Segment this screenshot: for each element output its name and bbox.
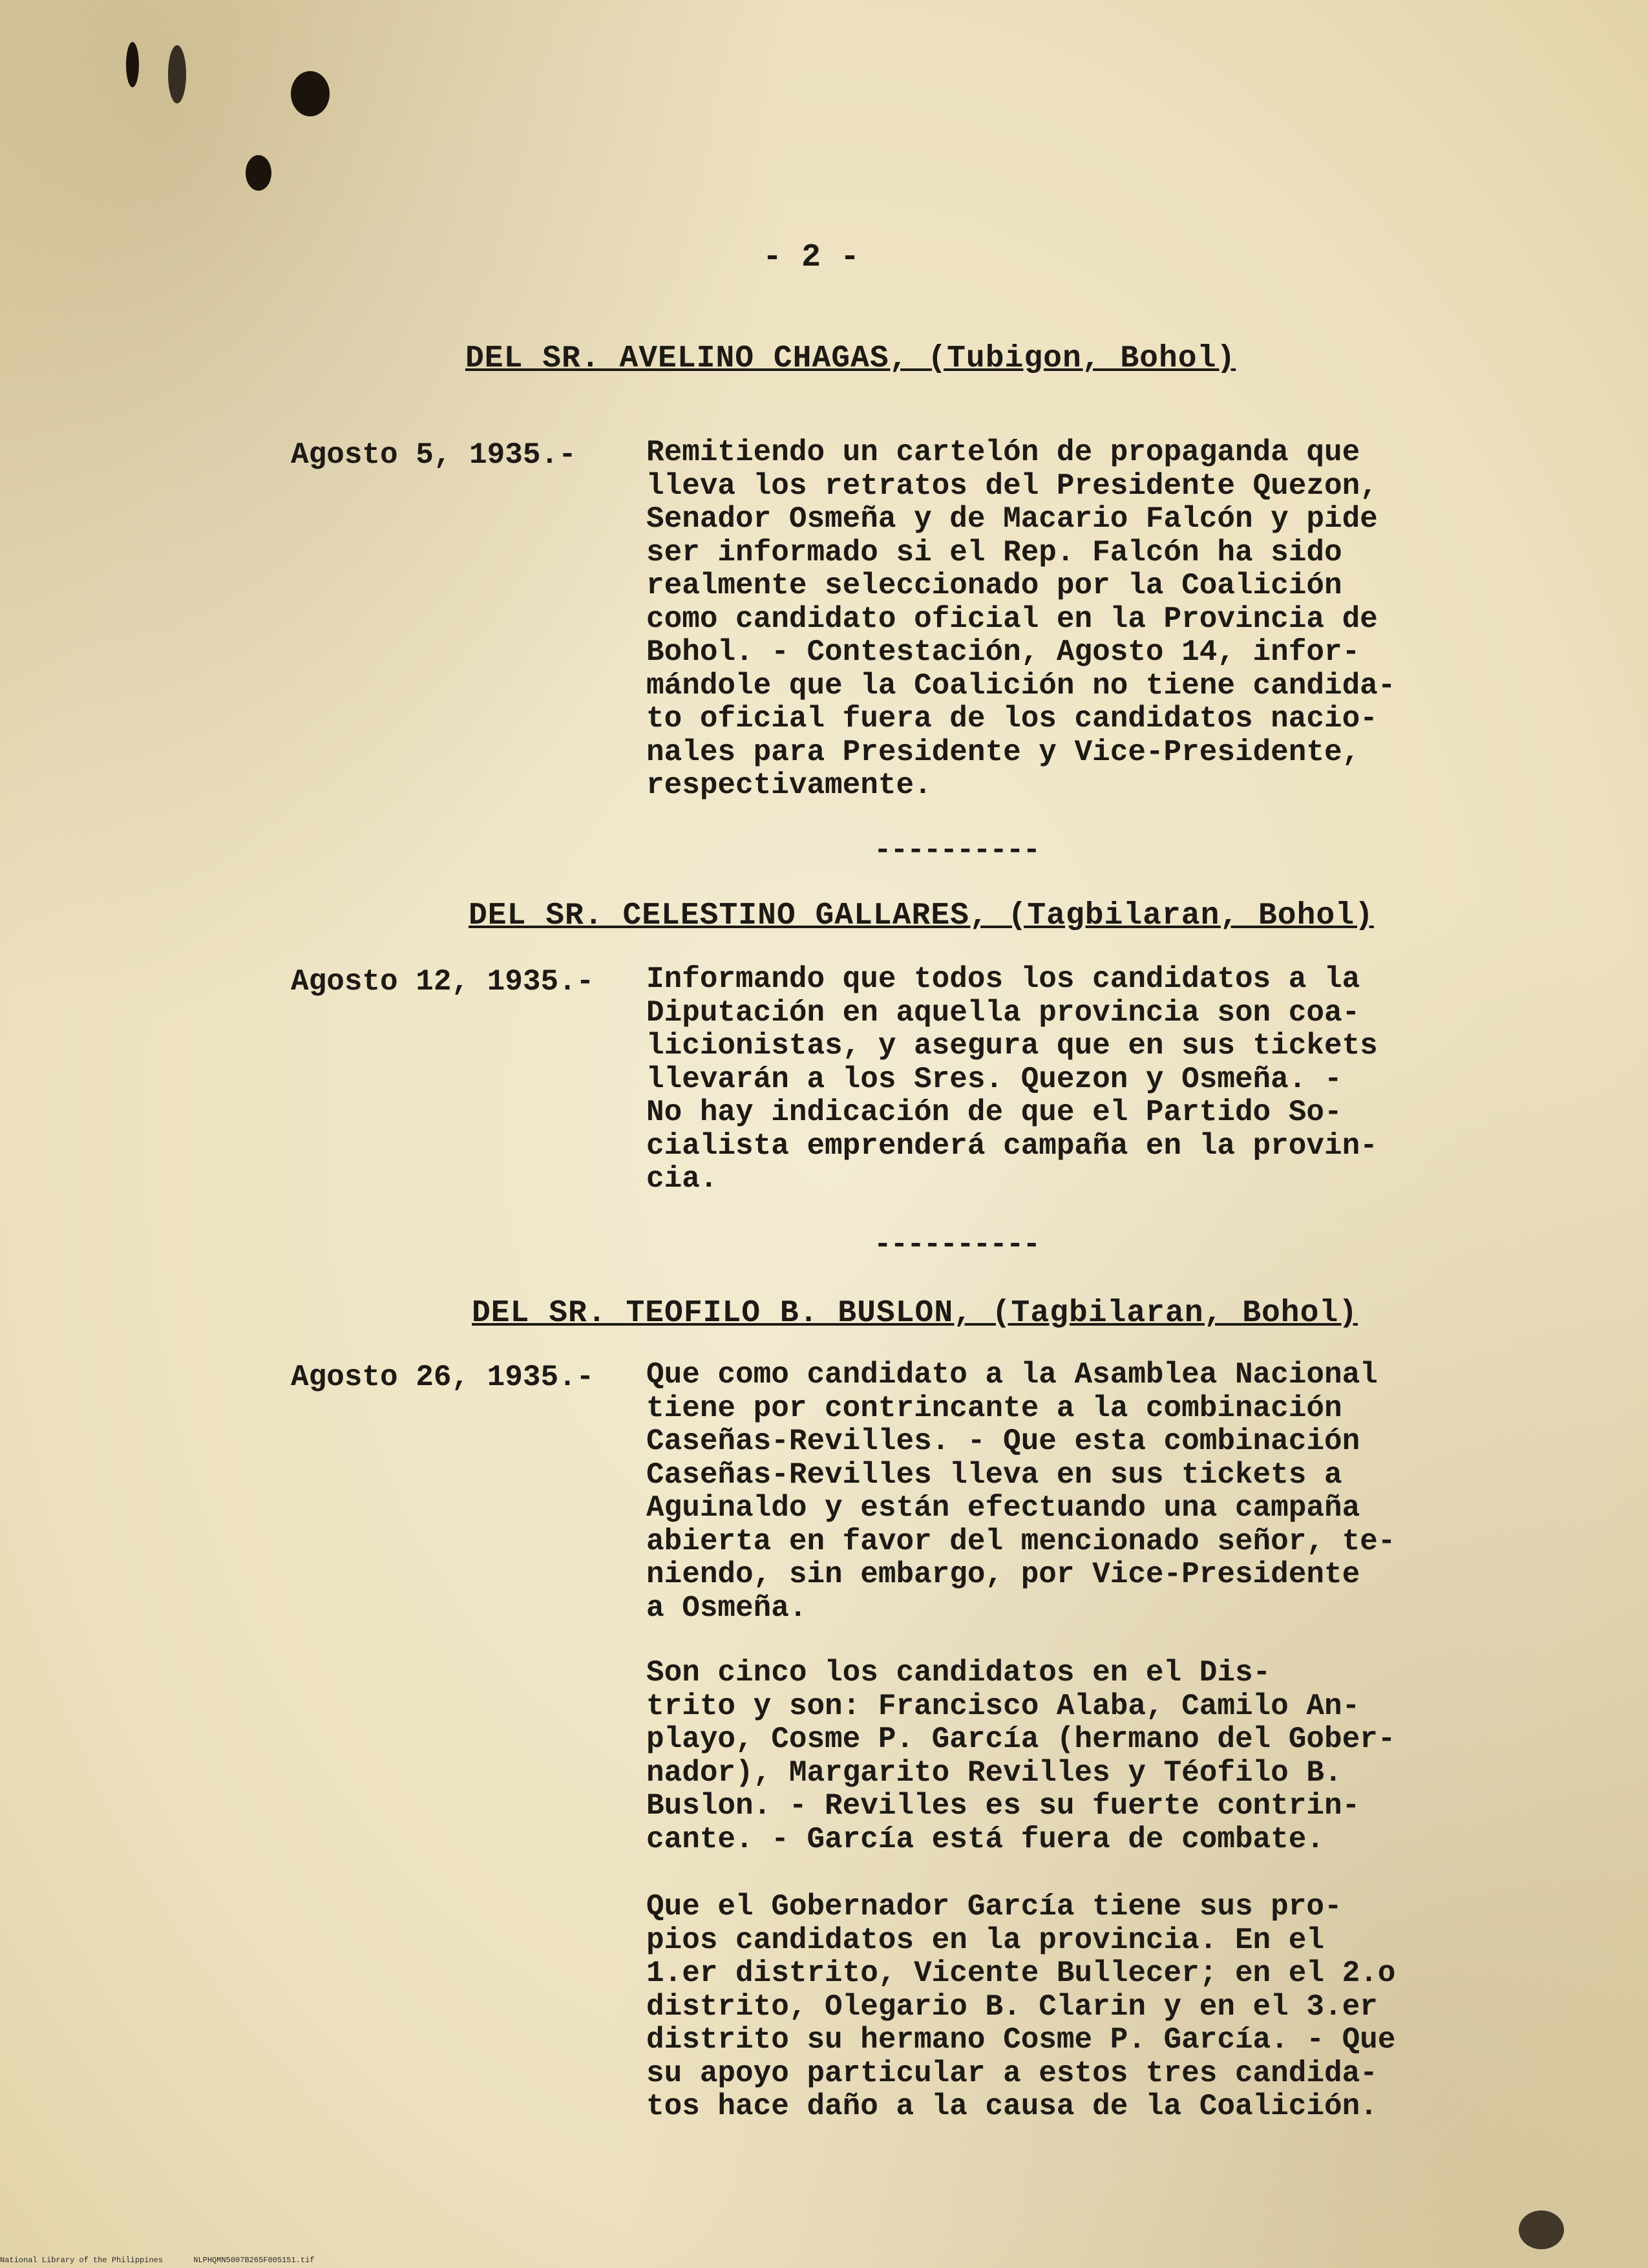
body-text-line: mándole que la Coalición no tiene candida- xyxy=(646,668,1396,703)
ink-stain xyxy=(1519,2210,1564,2249)
body-text-line: distrito, Olegario B. Clarin y en el 3.er xyxy=(646,1989,1378,2024)
body-text-line: licionistas, y asegura que en sus tickets xyxy=(646,1029,1378,1063)
ink-stain xyxy=(168,45,186,103)
ink-stain xyxy=(291,71,330,116)
body-text-line: Aguinaldo y están efectuando una campaña xyxy=(646,1491,1360,1525)
entry-heading: DEL SR. CELESTINO GALLARES, (Tagbilaran, Bohol) xyxy=(469,898,1374,933)
entry-date: Agosto 5, 1935.- xyxy=(291,438,576,472)
body-text-line: cialista emprenderá campaña en la provin- xyxy=(646,1129,1378,1163)
body-text-line: tos hace daño a la causa de la Coalición. xyxy=(646,2090,1378,2123)
body-text-line: respectivamente. xyxy=(646,768,932,802)
archive-footer xyxy=(0,2256,340,2265)
page-number: - 2 - xyxy=(763,239,860,276)
body-text-line: No hay indicación de que el Partido So- xyxy=(646,1096,1342,1129)
body-text-line: tiene por contrincante a la combinación xyxy=(646,1391,1342,1425)
body-text-line: Caseñas-Revilles. - Que esta combinación xyxy=(646,1425,1360,1458)
entry-heading: DEL SR. TEOFILO B. BUSLON, (Tagbilaran, Bohol) xyxy=(472,1296,1358,1331)
body-text-line: Diputación en aquella provincia son coa- xyxy=(646,995,1360,1030)
body-text-line: Bohol. - Contestación, Agosto 14, infor- xyxy=(646,635,1360,669)
body-text-line: playo, Cosme P. García (hermano del Gober- xyxy=(646,1722,1396,1756)
body-text-line: su apoyo particular a estos tres candida- xyxy=(646,2056,1378,2090)
body-text-line: nales para Presidente y Vice-Presidente, xyxy=(646,735,1360,769)
body-text-line: abierta en favor del mencionado señor, te- xyxy=(646,1524,1396,1558)
body-text-line: Senador Osmeña y de Macario Falcón y pide xyxy=(646,502,1378,536)
entry-heading: DEL SR. AVELINO CHAGAS, (Tubigon, Bohol) xyxy=(465,341,1236,376)
body-text-line: to oficial fuera de los candidatos nacio- xyxy=(646,702,1378,736)
section-divider: ---------- xyxy=(874,834,1040,867)
section-divider: ---------- xyxy=(874,1228,1040,1262)
body-text-line: llevarán a los Sres. Quezon y Osmeña. - xyxy=(646,1062,1342,1096)
body-text-line: trito y son: Francisco Alaba, Camilo An- xyxy=(646,1689,1360,1723)
body-text-line: Que como candidato a la Asamblea Nacional xyxy=(646,1358,1378,1392)
body-text-line: lleva los retratos del Presidente Quezon, xyxy=(646,469,1378,503)
body-text-line: ser informado si el Rep. Falcón ha sido xyxy=(646,535,1342,569)
body-text-line: nador), Margarito Revilles y Téofilo B. xyxy=(646,1755,1342,1790)
entry-date: Agosto 12, 1935.- xyxy=(291,965,595,999)
body-text-line: 1.er distrito, Vicente Bullecer; en el 2.o xyxy=(646,1956,1396,1990)
body-text-line: realmente seleccionado por la Coalición xyxy=(646,569,1342,602)
body-text-line: distrito su hermano Cosme P. García. - Que xyxy=(646,2023,1396,2057)
body-text-line: niendo, sin embargo, por Vice-Presidente xyxy=(646,1558,1360,1591)
footer-filename: NLPHQMN5007B265F005151.tif xyxy=(193,2256,315,2265)
body-text-line: como candidato oficial en la Provincia de xyxy=(646,602,1378,636)
body-text-line: a Osmeña. xyxy=(646,1591,807,1625)
body-text-line: pios candidatos en la provincia. En el xyxy=(646,1923,1324,1957)
body-text-line: Informando que todos los candidatos a la xyxy=(646,962,1360,996)
body-text-line: Son cinco los candidatos en el Dis- xyxy=(646,1656,1271,1690)
ink-stain xyxy=(126,42,139,87)
body-text-line: cante. - García está fuera de combate. xyxy=(646,1822,1324,1856)
body-text-line: cia. xyxy=(646,1162,718,1196)
body-text-line: Remitiendo un cartelón de propaganda que xyxy=(646,436,1360,469)
body-text-line: Que el Gobernador García tiene sus pro- xyxy=(646,1890,1342,1924)
body-text-line: Buslon. - Revilles es su fuerte contrin- xyxy=(646,1789,1360,1823)
entry-date: Agosto 26, 1935.- xyxy=(291,1361,595,1394)
footer-source: National Library of the Philippines xyxy=(0,2256,164,2265)
body-text-line: Caseñas-Revilles lleva en sus tickets a xyxy=(646,1457,1342,1492)
ink-stain xyxy=(246,155,271,191)
